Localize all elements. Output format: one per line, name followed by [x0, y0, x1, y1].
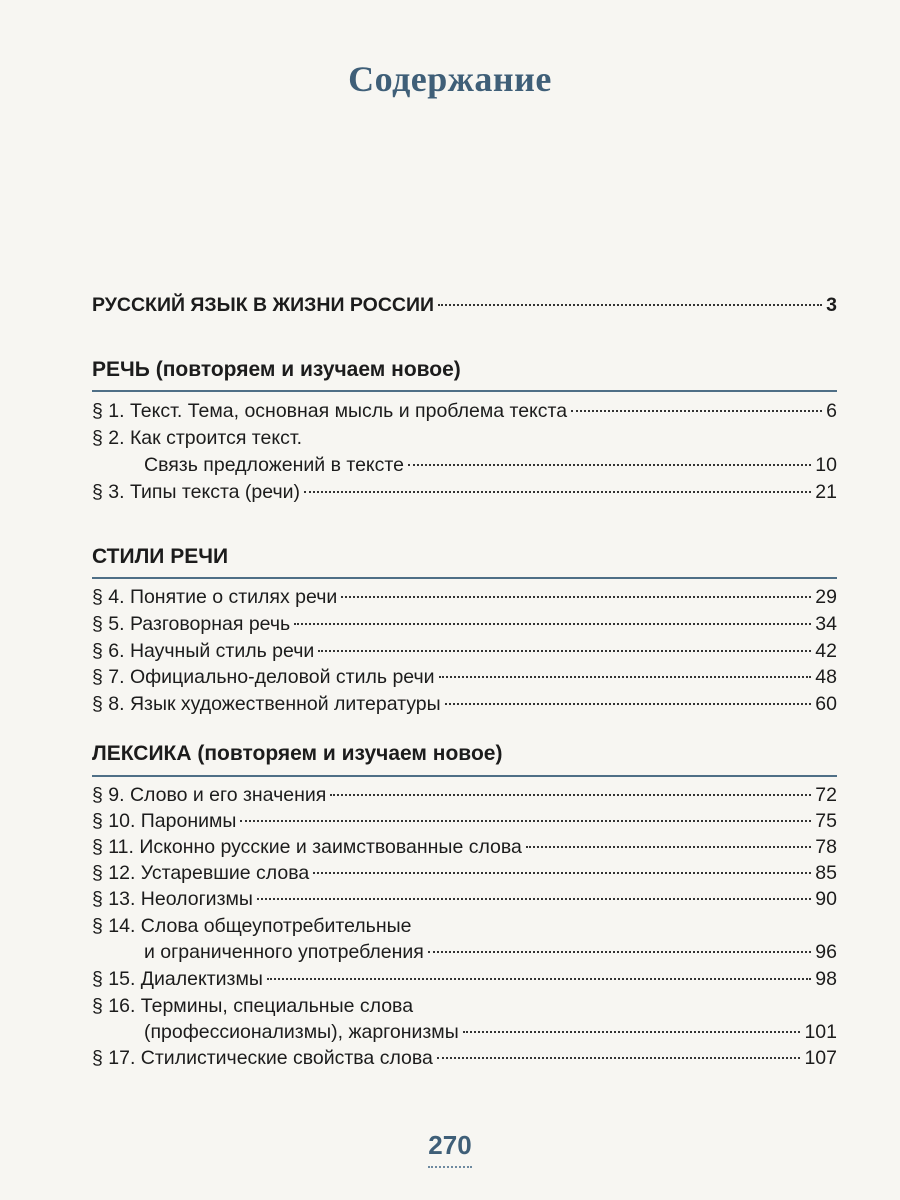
leader-dots [445, 703, 812, 705]
toc-entry-label: § 11. Исконно русские и заимствованные слова [92, 836, 522, 858]
leader-dots [294, 623, 811, 625]
toc-page-number: 42 [815, 640, 837, 662]
toc-page-number: 85 [815, 862, 837, 884]
toc-page-number: 98 [815, 968, 837, 990]
toc-entry-label: § 10. Паронимы [92, 810, 237, 832]
leader-dots [304, 491, 811, 493]
toc-page-number: 78 [815, 836, 837, 858]
toc-entry-label: § 9. Слово и его значения [92, 784, 327, 806]
toc-entry[interactable] [92, 452, 837, 478]
toc-entry[interactable] [92, 638, 837, 664]
toc-entry-label: § 14. Слова общеупотребительные [92, 915, 412, 937]
page-number: 270 [428, 1130, 472, 1160]
toc-entry[interactable] [92, 1019, 837, 1045]
section-divider [92, 390, 837, 392]
toc-page-number: 29 [815, 586, 837, 608]
toc-page-number: 3 [826, 294, 837, 316]
leader-dots [341, 596, 811, 598]
section-heading-styles: СТИЛИ РЕЧИ [92, 545, 229, 568]
toc-entry-label-continued: (профессионализмы), жаргонизмы [144, 1021, 459, 1043]
leader-dots [437, 1057, 801, 1059]
section-divider [92, 577, 837, 579]
toc-page-number: 96 [815, 941, 837, 963]
toc-entry[interactable] [92, 966, 837, 992]
toc-entry[interactable] [92, 479, 837, 505]
toc-entry[interactable] [92, 782, 837, 808]
section-divider [92, 775, 837, 777]
leader-dots [428, 951, 811, 953]
leader-dots [571, 410, 822, 412]
toc-entry[interactable] [92, 611, 837, 637]
toc-entry-label: § 4. Понятие о стилях речи [92, 586, 338, 608]
toc-entry[interactable] [92, 834, 837, 860]
leader-dots [267, 978, 811, 980]
leader-dots [318, 650, 811, 652]
toc-entry-label: § 16. Термины, специальные слова [92, 995, 414, 1017]
toc-page-number: 75 [815, 810, 837, 832]
toc-page-number: 107 [804, 1047, 837, 1069]
toc-entry-label: § 12. Устаревшие слова [92, 862, 310, 884]
toc-entry-label: § 3. Типы текста (речи) [92, 481, 300, 503]
toc-entry-label-continued: Связь предложений в тексте [144, 454, 404, 476]
toc-entry-intro[interactable] [92, 292, 837, 318]
leader-dots [439, 676, 812, 678]
page-number-underline [428, 1166, 472, 1168]
toc-entry-label: § 7. Официально-деловой стиль речи [92, 666, 435, 688]
toc-entry-label: § 8. Язык художественной литературы [92, 693, 441, 715]
toc-entry-label: § 5. Разговорная речь [92, 613, 291, 635]
section-heading-speech: РЕЧЬ (повторяем и изучаем новое) [92, 358, 461, 381]
toc-entry-label: § 6. Научный стиль речи [92, 640, 315, 662]
toc-entry[interactable] [92, 1045, 837, 1071]
toc-entry-label: § 17. Стилистические свойства слова [92, 1047, 433, 1069]
section-heading-lexicon: ЛЕКСИКА (повторяем и изучаем новое) [92, 742, 503, 765]
toc-entry-label: РУССКИЙ ЯЗЫК В ЖИЗНИ РОССИИ [92, 294, 435, 316]
toc-page-number: 101 [804, 1021, 837, 1043]
leader-dots [257, 898, 811, 900]
toc-entry-label: § 13. Неологизмы [92, 888, 253, 910]
toc-entry[interactable] [92, 398, 837, 424]
toc-entry[interactable] [92, 664, 837, 690]
toc-entry[interactable] [92, 584, 837, 610]
page-title: Содержание [348, 59, 552, 99]
toc-entry-label-continued: и ограниченного употребления [144, 941, 424, 963]
toc-entry-label: § 15. Диалектизмы [92, 968, 263, 990]
toc-entry-label: § 1. Текст. Тема, основная мысль и проблема текста [92, 400, 568, 422]
toc-page-number: 72 [815, 784, 837, 806]
toc-page-number: 60 [815, 693, 837, 715]
leader-dots [313, 872, 811, 874]
leader-dots [408, 464, 811, 466]
toc-page-number: 6 [826, 400, 837, 422]
leader-dots [463, 1031, 801, 1033]
toc-entry-line1[interactable] [92, 913, 837, 939]
toc-entry-line1[interactable] [92, 425, 837, 451]
toc-page-number: 34 [815, 613, 837, 635]
leader-dots [330, 794, 811, 796]
leader-dots [526, 846, 811, 848]
toc-entry-line1[interactable] [92, 993, 837, 1019]
leader-dots [240, 820, 811, 822]
toc-page-number: 48 [815, 666, 837, 688]
toc-entry[interactable] [92, 939, 837, 965]
toc-entry-label: § 2. Как строится текст. [92, 427, 303, 449]
toc-page-number: 21 [815, 481, 837, 503]
toc-page-number: 90 [815, 888, 837, 910]
toc-page-number: 10 [815, 454, 837, 476]
toc-entry[interactable] [92, 808, 837, 834]
toc-entry[interactable] [92, 886, 837, 912]
toc-entry[interactable] [92, 691, 837, 717]
leader-dots [438, 304, 822, 306]
toc-entry[interactable] [92, 860, 837, 886]
